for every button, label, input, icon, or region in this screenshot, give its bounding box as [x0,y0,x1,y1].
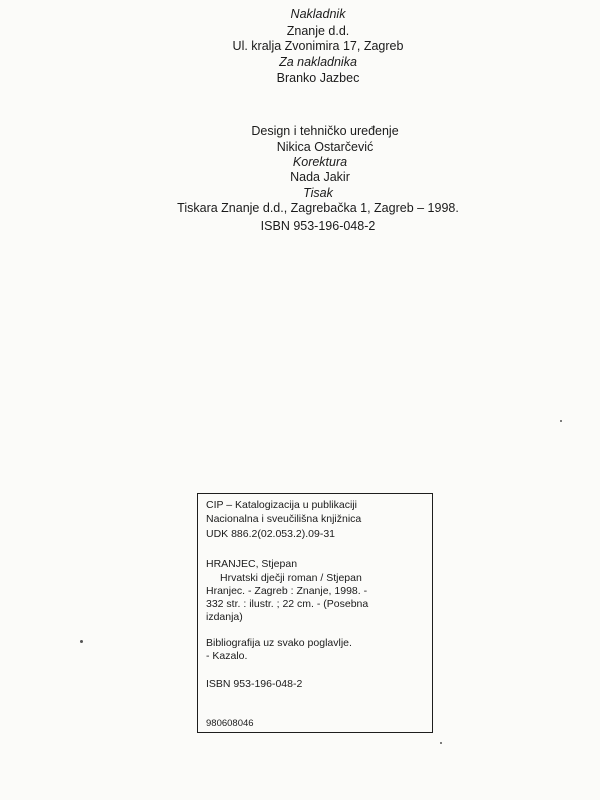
cip-library: Nacionalna i sveučilišna knjižnica [206,513,362,525]
cip-udk: UDK 886.2(02.053.2).09-31 [206,528,335,540]
scan-speck [80,640,83,643]
cip-isbn: ISBN 953-196-048-2 [206,678,303,690]
isbn-line: ISBN 953-196-048-2 [260,219,376,233]
proofreading-heading: Korektura [292,155,348,169]
scan-speck [440,742,442,744]
print-heading: Tisak [303,186,333,200]
cip-record-box [197,493,433,733]
proofreading-name: Nada Jakir [290,170,350,184]
cip-title-line: Hrvatski dječji roman / Stjepan [220,572,362,584]
cip-description-line: izdanja) [206,611,243,623]
cip-note-line: - Kazalo. [206,650,248,662]
cip-note-line: Bibliografija uz svako poglavlje. [206,637,352,649]
cip-record-number: 980608046 [206,718,254,729]
cip-description-line: 332 str. : ilustr. ; 22 cm. - (Posebna [206,598,369,610]
publisher-name: Znanje d.d. [286,24,350,38]
cip-author: HRANJEC, Stjepan [206,558,298,570]
cip-heading: CIP – Katalogizacija u publikaciji [206,499,357,511]
for-publisher-name: Branko Jazbec [276,71,360,85]
design-name: Nikica Ostarčević [276,140,374,154]
design-heading: Design i tehničko uređenje [251,124,399,138]
publisher-heading: Nakladnik [290,7,346,21]
publisher-address: Ul. kralja Zvonimira 17, Zagreb [232,39,404,53]
printer-line: Tiskara Znanje d.d., Zagrebačka 1, Zagreb – 1998. [177,201,459,215]
cip-description-line: Hranjec. - Zagreb : Znanje, 1998. - [206,585,368,597]
scan-speck [560,420,562,422]
for-publisher-heading: Za nakladnika [279,55,357,69]
